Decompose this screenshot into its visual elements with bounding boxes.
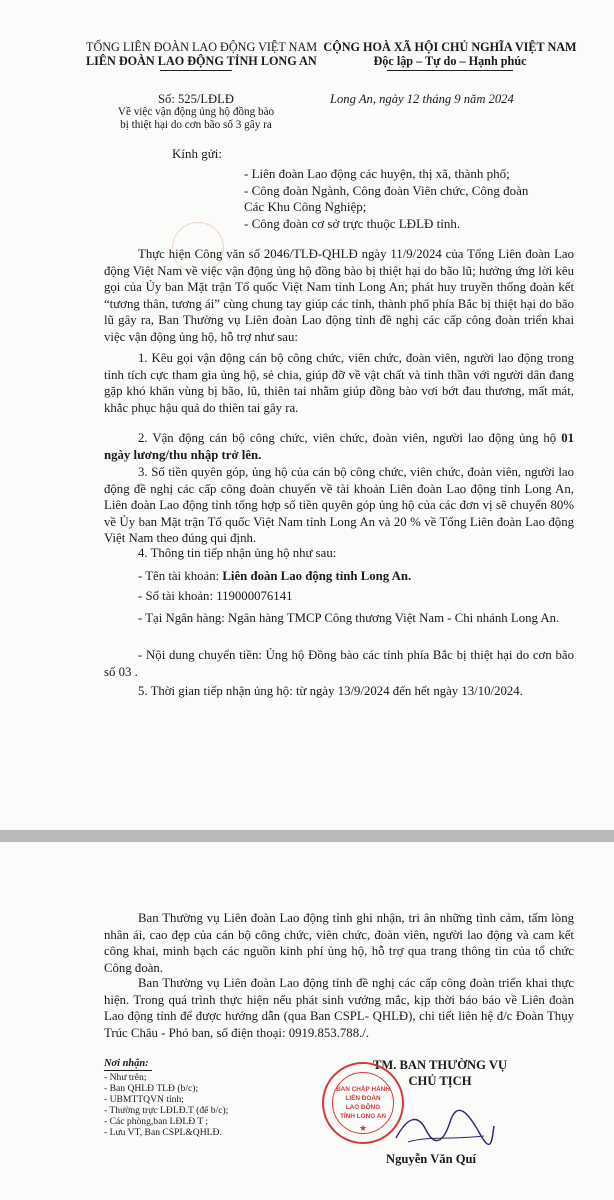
- account-name-label: - Tên tài khoản:: [138, 569, 220, 583]
- item-3: 3. Số tiền quyên góp, ủng hộ của cán bộ công chức, viên chức, đoàn viên, người lao động đề nghị các cấp công đoàn chuyển về tài khoản Liên đoàn Lao động tỉnh Long An, Liên đoàn Lao động tỉnh tổng hợp số tiền quyên góp ủng hộ của các đơn vị sẽ chuyển 80% về Ủy ban Mặt trận Tổ quốc Việt Nam tỉnh Long An và 20 % về Tổng Liên đoàn Lao động Việt Nam theo đúng qui định.: [104, 465, 574, 546]
- distribution-title: Nơi nhận:: [104, 1058, 149, 1069]
- account-number: - Số tài khoản: 119000076141: [138, 589, 293, 603]
- country-name: CỘNG HOÀ XÃ HỘI CHỦ NGHĨA VIỆT NAM: [323, 40, 577, 54]
- official-stamp: [322, 1062, 404, 1144]
- recipient-1: - Liên đoàn Lao động các huyện, thị xã, thành phố;: [244, 166, 510, 181]
- distribution-item-5: - Các phòng,ban LĐLĐ T ;: [104, 1116, 209, 1127]
- stamp-line-3: LAO ĐỘNG: [345, 1104, 381, 1111]
- signature-on-behalf: TM. BAN THƯỜNG VỤ: [372, 1058, 508, 1072]
- account-name-value: Liên đoàn Lao động tỉnh Long An.: [222, 569, 412, 583]
- org-parent: TỔNG LIÊN ĐOÀN LAO ĐỘNG VIỆT NAM: [86, 40, 318, 54]
- item-1: 1. Kêu gọi vận động cán bộ công chức, viên chức, đoàn viên, người lao động trong tỉnh tích cực tham gia ủng hộ, sẻ chia, giúp đỡ về vật chất và tinh thần với người dân đang gặp khó khăn vùng bị bão, lũ, thiên tai nhằm giúp đồng bào vơi bớt đau thương, mất mát, khắc phục hậu quả do thiên tai gây ra.: [104, 351, 574, 415]
- distribution-item-2: - Ban QHLĐ TLĐ (b/c);: [104, 1083, 199, 1094]
- distribution-item-4: - Thường trực LĐLĐ.T (để b/c);: [104, 1105, 229, 1116]
- motto-underline: [387, 70, 513, 71]
- signature-position: CHỦ TỊCH: [408, 1074, 472, 1088]
- intro-paragraph: Thực hiện Công văn số 2046/TLĐ-QHLĐ ngày 11/9/2024 của Tổng Liên đoàn Lao động Việt Nam về việc vận động ủng hộ đồng bào bị thiệt hại do bão lũ; hưởng ứng lời kêu gọi của Ủy ban Mặt trận Tổ quốc Việt Nam tỉnh Long An; phát huy truyền thống đoàn kết “tương thân, tương ái” cùng chung tay giúp các tỉnh, thành phố phía Bắc bị thiệt hại do bão lũ gây ra, Ban Thường vụ Liên đoàn Lao động tỉnh đề nghị các cấp công đoàn triển khai việc vận động ủng hộ, hỗ trợ như sau:: [104, 247, 574, 344]
- doc-subject-1: Về việc vận động ủng hộ đồng bào: [117, 106, 275, 118]
- stamp-line-2: LIÊN ĐOÀN: [345, 1095, 381, 1102]
- document-page-2: [0, 842, 614, 1200]
- item-4: 4. Thông tin tiếp nhận ủng hộ như sau:: [138, 546, 337, 560]
- doc-number: Số: 525/LĐLĐ: [158, 92, 234, 106]
- place-date: Long An, ngày 12 tháng 9 năm 2024: [330, 92, 514, 106]
- request-paragraph: Ban Thường vụ Liên đoàn Lao động tỉnh đề nghị các cấp công đoàn triển khai thực hiện. Trong quá trình thực hiện nếu phát sinh vướng mắc, kịp thời báo báo về Liên đoàn Lao động tỉnh để được hướng dẫn (qua Ban CSPL- QHLĐ), chi tiết liên hệ đ/c Đoàn Thụy Trúc Châu - Phó ban, số điện thoại: 0919.853.788./.: [104, 976, 574, 1040]
- transfer-content: - Nội dung chuyển tiền: Ủng hộ Đồng bào các tỉnh phía Bắc bị thiệt hại do cơn bão số 03 .: [104, 648, 574, 679]
- distribution-item-1: - Như trên;: [104, 1072, 147, 1083]
- stamp-star-icon: ★: [358, 1123, 368, 1133]
- doc-subject-2: bị thiệt hại do cơn bão số 3 gây ra: [120, 119, 272, 131]
- acknowledgement-paragraph: Ban Thường vụ Liên đoàn Lao động tỉnh ghi nhận, tri ân những tình cảm, tấm lòng nhân ái, cao đẹp của cán bộ công chức, viên chức, đoàn viên, người lao động và cam kết công khai, minh bạch các nguồn kinh phí ủng hộ, hỗ trợ qua trang thông tin của tổ chức Công đoàn.: [104, 911, 574, 975]
- recipient-2b: Các Khu Công Nghiệp;: [244, 199, 367, 214]
- distribution-underline: [104, 1070, 152, 1071]
- distribution-item-3: - UBMTTQVN tỉnh;: [104, 1094, 184, 1105]
- recipients-label: Kính gửi:: [172, 146, 223, 161]
- handwritten-signature: [388, 1108, 498, 1152]
- item-2-text: 2. Vận động cán bộ công chức, viên chức, đoàn viên, người lao động ủng hộ: [138, 431, 557, 445]
- distribution-item-6: - Lưu VT, Ban CSPL&QHLĐ.: [104, 1127, 222, 1138]
- recipient-2a: - Công đoàn Ngành, Công đoàn Viên chức, Công đoàn: [244, 183, 529, 198]
- national-motto: Độc lập – Tự do – Hạnh phúc: [373, 54, 527, 68]
- signer-name: Nguyễn Văn Quí: [386, 1152, 477, 1166]
- account-name: [138, 569, 411, 584]
- item-2: [104, 430, 574, 463]
- item-5: 5. Thời gian tiếp nhận ủng hộ: từ ngày 13/9/2024 đến hết ngày 13/10/2024.: [138, 684, 523, 698]
- item-2-bold: 01 ngày lương/thu nhập trở lên.: [104, 431, 575, 462]
- bank-info: - Tại Ngân hàng: Ngân hàng TMCP Công thương Việt Nam - Chi nhánh Long An.: [138, 611, 560, 625]
- org-underline: [160, 70, 232, 71]
- recipient-3: - Công đoàn cơ sở trực thuộc LĐLĐ tỉnh.: [244, 216, 461, 231]
- stamp-line-4: TỈNH LONG AN: [340, 1113, 386, 1120]
- org-name: LIÊN ĐOÀN LAO ĐỘNG TỈNH LONG AN: [86, 54, 317, 68]
- stamp-line-1: BAN CHẤP HÀNH: [336, 1086, 390, 1093]
